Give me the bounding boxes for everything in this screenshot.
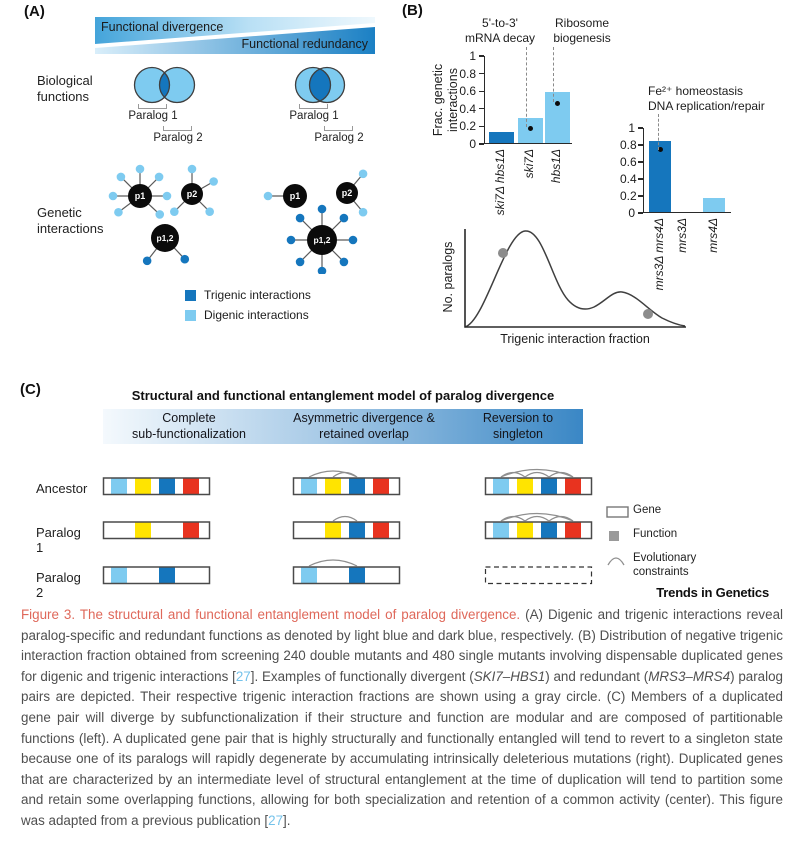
- plot-area: [643, 128, 731, 213]
- network-node-label: p1,2: [313, 235, 331, 245]
- gene-box-icon: [606, 506, 630, 518]
- x-category-label: hbs1Δ: [549, 149, 563, 184]
- biological-functions-label-line2: functions: [37, 89, 90, 104]
- paralog2-label: Paralog 2: [153, 132, 203, 144]
- trigenic-interaction-dot: [318, 267, 327, 274]
- gene-diagram-r2c1: [292, 551, 402, 585]
- lightblue-function-segment: [301, 478, 317, 495]
- darkblue-function-segment: [159, 567, 175, 584]
- digenic-interaction-dot: [209, 177, 218, 186]
- y-tick-label: 0: [628, 206, 635, 220]
- row-label-paralog-2: Paralog 2: [36, 570, 81, 600]
- figure-caption: [21, 605, 783, 832]
- x-category-slot: [706, 218, 722, 328]
- network-node-label: p2: [186, 189, 198, 199]
- gene-diagram-r2c0: [102, 551, 212, 585]
- yellow-function-segment: [135, 478, 151, 495]
- paralog1-bracket: [299, 104, 328, 109]
- y-tick-mark: [638, 178, 643, 179]
- gene-box-label: Gene: [633, 504, 662, 516]
- ski7-hbs1-bar-chart: [425, 50, 600, 260]
- paralog1-label: Paralog 1: [128, 110, 178, 122]
- darkblue-function-segment: [541, 522, 557, 539]
- caption-text: ]. Examples of functionally divergent (: [250, 668, 474, 684]
- darkblue-function-segment: [349, 522, 365, 539]
- y-tick-mark: [479, 108, 484, 109]
- gene-function-legend: [606, 504, 696, 584]
- trigenic-fraction-point: [555, 101, 560, 106]
- gene-diagram-r0c2: [484, 462, 594, 496]
- digenic-interaction-dot: [163, 192, 172, 201]
- gene-diagram-r2c2: [484, 551, 594, 585]
- evolutionary-constraint-arc: [525, 473, 549, 478]
- genetic-interactions-label-line1: Genetic: [37, 205, 82, 220]
- caption-text: MRS3–MRS4: [648, 668, 731, 684]
- lightblue-function-segment: [493, 478, 509, 495]
- fe-homeostasis-dashed-line: [658, 114, 659, 150]
- venn-divergent-paralogs: [130, 62, 200, 108]
- digenic-interaction-dot: [188, 165, 197, 174]
- trigenic-fraction-point: [528, 126, 533, 131]
- digenic-interaction-dot: [109, 192, 118, 201]
- constraint-arc-icon: [606, 552, 633, 571]
- constraint-arc-icon: [606, 556, 630, 566]
- y-tick-mark: [638, 212, 643, 213]
- function-square-legend-item: [606, 528, 696, 547]
- yellow-function-segment: [325, 478, 341, 495]
- evolutionary-constraint-arc: [309, 560, 357, 566]
- y-tick-label: 0.2: [620, 189, 637, 203]
- trigenic-interaction-dot: [143, 257, 152, 266]
- function-square-label: Function: [633, 528, 678, 540]
- mrna-decay-dashed-line: [526, 47, 527, 127]
- function-square-icon: [606, 530, 630, 542]
- network-node-label: p1: [134, 191, 146, 201]
- biological-functions-label-line1: Biological: [37, 73, 93, 88]
- red-function-segment: [565, 478, 581, 495]
- y-tick-mark: [638, 144, 643, 145]
- row-label-ancestor: Ancestor: [36, 481, 88, 496]
- panel-c-label: (C): [20, 381, 41, 398]
- paralog1-label: Paralog 1: [289, 110, 339, 122]
- evolutionary-constraint-arc: [501, 470, 573, 478]
- y-tick-mark: [479, 91, 484, 92]
- red-function-segment: [183, 478, 199, 495]
- digenic-interaction-dot: [170, 207, 179, 216]
- lightblue-function-segment: [301, 567, 317, 584]
- trigenic-legend-item: [185, 288, 311, 302]
- constraint-arc-legend-item: [606, 552, 696, 579]
- no-paralogs-axis-label: No. paralogs: [441, 241, 455, 313]
- paralog2-label: Paralog 2: [314, 132, 364, 144]
- y-tick-label: 0: [469, 137, 476, 151]
- x-category-label: mrs3Δ mrs4Δ: [652, 218, 666, 291]
- evolutionary-constraint-arc: [309, 471, 357, 477]
- y-tick-mark: [638, 161, 643, 162]
- trigenic-interaction-dot: [287, 236, 296, 245]
- trigenic-interaction-dot: [318, 205, 327, 214]
- gene-diagram-r0c0: [102, 462, 212, 496]
- digenic-interaction-dot: [264, 192, 273, 201]
- y-tick-label: 0.4: [620, 172, 637, 186]
- x-category-slot: [522, 149, 538, 259]
- yellow-function-segment: [135, 522, 151, 539]
- x-category-label: mrs4Δ: [706, 218, 720, 253]
- yellow-function-segment: [517, 522, 533, 539]
- caption-text: SKI7–HBS1: [473, 668, 546, 684]
- row-label-paralog-1: Paralog 1: [36, 525, 81, 555]
- column-header-1: Asymmetric divergence & retained overlap: [293, 411, 435, 441]
- gene-diagram-r1c1: [292, 506, 402, 540]
- x-category-label: ski7Δ: [522, 149, 536, 179]
- reference-link[interactable]: 27: [268, 812, 284, 828]
- evolutionary-constraint-arc: [525, 517, 549, 522]
- y-tick-label: 0.4: [459, 101, 476, 116]
- function-square-icon: [606, 528, 633, 547]
- y-tick-mark: [479, 55, 484, 56]
- column-header-0: Complete sub-functionalization: [132, 411, 246, 441]
- evolutionary-constraint-arc: [333, 473, 357, 478]
- trigenic-interaction-dot: [180, 255, 189, 264]
- digenic-interaction-dot: [117, 173, 126, 182]
- trigenic-interaction-dot: [340, 258, 349, 267]
- gene-diagram-r0c1: [292, 462, 402, 496]
- red-function-segment: [373, 522, 389, 539]
- genetic-interactions-label-line2: interactions: [37, 221, 104, 236]
- network-node-label: p1: [289, 191, 301, 201]
- y-tick-label: 1: [469, 49, 476, 63]
- paralog2-bracket: [163, 126, 192, 131]
- functional-divergence-label: Functional divergence: [101, 20, 224, 34]
- y-tick-label: 1: [628, 121, 635, 135]
- lightblue-function-segment: [111, 567, 127, 584]
- bar-ski7hbs1: [489, 132, 514, 143]
- x-category-slot: [675, 218, 691, 328]
- caption-text: ].: [283, 812, 291, 828]
- digenic-interaction-dot: [155, 173, 164, 182]
- bar-ski7: [518, 118, 543, 143]
- mrna-decay-annotation: 5'-to-3' mRNA decay: [464, 16, 536, 45]
- trigenic-interaction-fraction-axis-label: Trigenic interaction fraction: [500, 332, 650, 346]
- trigenic-legend-label: Trigenic interactions: [204, 288, 311, 302]
- y-tick-mark: [638, 195, 643, 196]
- paralog1-bracket: [138, 104, 167, 109]
- evolutionary-constraint-arc: [501, 514, 573, 522]
- y-tick-label: 0.6: [620, 155, 637, 169]
- plot-area: [484, 56, 572, 144]
- gene-box-legend-item: [606, 504, 696, 523]
- evolutionary-constraint-arc: [333, 517, 357, 522]
- digenic-interaction-dot: [155, 210, 164, 219]
- digenic-interaction-dot: [114, 208, 123, 217]
- bar-mrs4: [703, 198, 725, 212]
- red-function-segment: [183, 522, 199, 539]
- lightblue-function-segment: [493, 522, 509, 539]
- x-category-slot: [652, 218, 668, 328]
- trigenic-interaction-dot: [296, 214, 305, 223]
- red-function-segment: [565, 522, 581, 539]
- mrs3-mrs4-bar-chart: [620, 120, 800, 330]
- reference-link[interactable]: 27: [235, 668, 251, 684]
- darkblue-function-segment: [541, 478, 557, 495]
- panel-a-label: (A): [24, 3, 45, 20]
- yellow-function-segment: [517, 478, 533, 495]
- darkblue-function-segment: [349, 567, 365, 584]
- digenic-interaction-dot: [359, 208, 368, 217]
- y-tick-label: 0.6: [459, 84, 476, 99]
- digenic-color-swatch: [185, 310, 196, 321]
- yellow-function-segment: [325, 522, 341, 539]
- digenic-legend-label: Digenic interactions: [204, 308, 309, 322]
- column-header-2: Reversion to singleton: [482, 411, 554, 441]
- caption-text: ) paralog pairs are depicted. Their respective trigenic interaction fractions are shown using a gray circle. (C) Members of a duplicated gene pair will diverge by subfunctionalization if their structure and function are modular and are composed of partitionable functions (left). A duplicated gene pair that is highly structurally and functionally entangled will tend to revert to a singleton state because one of its paralogs will rapidly degenerate by accumulating intrinsically deleterious mutations (right). Duplicated genes that are characterized by an intermediate level of structural entanglement at the time of duplication will tend to partition some and retain some overlapping functions, allowing for both specialization and retention of a common activity (center). This figure was adapted from a previous publication [: [21, 668, 784, 828]
- digenic-legend-item: [185, 308, 311, 322]
- ribosome-biogenesis-dashed-line: [553, 47, 554, 102]
- degenerated-gene-box: [486, 567, 592, 584]
- constraint-arc-label: Evolutionary constraints: [633, 552, 697, 578]
- lightblue-function-segment: [111, 478, 127, 495]
- x-category-label: ski7Δ hbs1Δ: [493, 149, 507, 216]
- y-tick-label: 0.8: [459, 66, 476, 81]
- gene-diagram-r1c2: [484, 506, 594, 540]
- darkblue-function-segment: [159, 478, 175, 495]
- venn-redundant-paralogs: [288, 62, 358, 108]
- bar-hbs1: [545, 92, 570, 143]
- journal-brand: Trends in Genetics: [656, 585, 769, 600]
- paralog2-bracket: [324, 126, 353, 131]
- trigenic-color-swatch: [185, 290, 196, 301]
- gene-diagram-r1c0: [102, 506, 212, 540]
- digenic-interaction-dot: [205, 207, 214, 216]
- frac-genetic-interactions-axis-label: Frac. genetic interactions: [431, 63, 460, 137]
- y-tick-mark: [479, 143, 484, 144]
- functional-redundancy-label: Functional redundancy: [241, 37, 368, 51]
- gene-box-icon: [606, 504, 633, 523]
- digenic-interaction-dot: [136, 165, 145, 174]
- bar-mrs3mrs4: [649, 141, 671, 212]
- y-tick-label: 0.2: [459, 119, 476, 134]
- digenic-interaction-dot: [359, 170, 368, 179]
- darkblue-function-segment: [349, 478, 365, 495]
- caption-text: ) and redundant (: [545, 668, 649, 684]
- trigenic-interaction-dot: [340, 214, 349, 223]
- x-category-slot: [549, 149, 565, 259]
- trigenic-interaction-dot: [349, 236, 358, 245]
- genetic-interaction-networks: [90, 160, 402, 274]
- x-category-slot: [493, 149, 509, 259]
- network-node-label: p1,2: [156, 233, 174, 243]
- panel-b-label: (B): [402, 2, 423, 19]
- interaction-type-legend: [185, 288, 311, 328]
- divergence-mode-header-bar: [103, 409, 583, 444]
- y-tick-mark: [479, 126, 484, 127]
- trigenic-interaction-dot: [296, 258, 305, 267]
- y-tick-mark: [479, 73, 484, 74]
- fe-homeostasis-annotation: Fe²⁺ homeostasis DNA replication/repair: [648, 84, 765, 113]
- x-category-label: mrs3Δ: [675, 218, 689, 253]
- caption-text: (A) Digenic and trigenic interactions reveal paralog-specific and redundant functions as denoted by light blue and dark blue, respectively. (B) Distribution of negative trigenic interaction fraction obtained from screening 240 double mutants and 480 single mutants involving dispensable duplicated genes for digenic and trigenic interactions [: [21, 607, 783, 684]
- y-tick-label: 0.8: [620, 138, 637, 152]
- network-node-label: p2: [341, 188, 353, 198]
- red-function-segment: [373, 478, 389, 495]
- entanglement-model-title: Structural and functional entanglement model of paralog divergence: [131, 388, 555, 403]
- caption-text: Figure 3. The structural and functional entanglement model of paralog divergence.: [21, 607, 521, 622]
- y-tick-mark: [638, 127, 643, 128]
- ribosome-biogenesis-annotation: Ribosome biogenesis: [553, 16, 611, 45]
